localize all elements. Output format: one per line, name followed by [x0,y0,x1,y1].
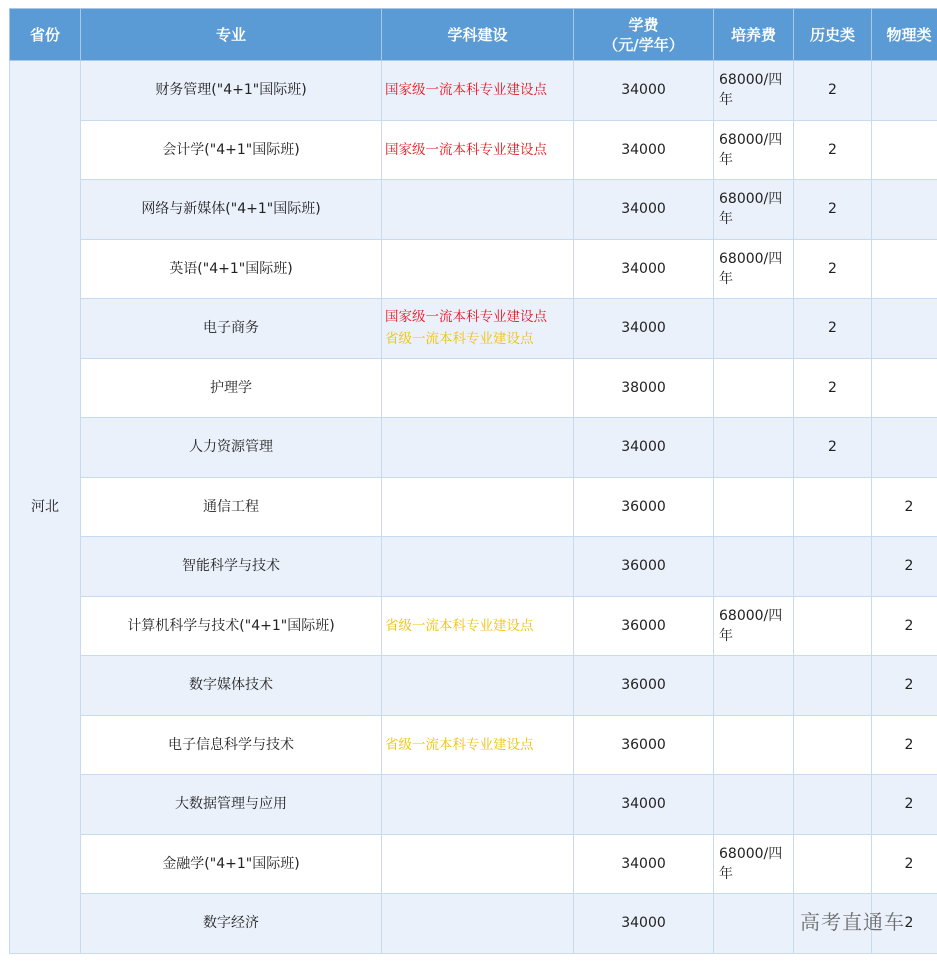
history-cell: 2 [794,299,872,359]
major-cell: 财务管理("4+1"国际班) [81,61,382,121]
physics-cell [872,358,937,418]
fee-cell: 36000 [574,537,714,597]
physics-cell [872,239,937,299]
fee-cell: 34000 [574,775,714,835]
training-fee-line2: 年 [719,627,733,644]
table-row [10,715,937,775]
national-build-label: 国家级一流本科专业建设点 [385,82,547,99]
history-cell: 2 [794,61,872,121]
history-cell [794,477,872,537]
build-cell [382,418,574,478]
training-fee-cell [714,239,794,299]
history-cell [794,775,872,835]
major-cell: 金融学("4+1"国际班) [81,834,382,894]
header-build: 学科建设 [382,9,574,61]
fee-cell: 36000 [574,715,714,775]
table-row [10,418,937,478]
table-row [10,358,937,418]
major-cell: 通信工程 [81,477,382,537]
table-row [10,656,937,716]
fee-cell: 36000 [574,656,714,716]
header-fee-line2: （元/学年） [603,35,684,54]
physics-cell: 2 [872,715,937,775]
physics-cell: 2 [872,894,937,954]
build-cell [382,537,574,597]
national-build-label: 国家级一流本科专业建设点 [385,141,547,158]
history-cell: 2 [794,358,872,418]
training-fee-cell [714,834,794,894]
training-fee-cell [714,180,794,240]
major-cell: 英语("4+1"国际班) [81,239,382,299]
history-cell [794,596,872,656]
header-fee [574,9,714,61]
header-fee-line1: 学费 [628,15,659,34]
header-physics: 物理类 [872,9,937,61]
history-cell: 2 [794,418,872,478]
table-row [10,477,937,537]
physics-cell [872,180,937,240]
training-fee-line1: 68000/四 [719,72,783,89]
fee-cell: 36000 [574,477,714,537]
fee-cell: 34000 [574,61,714,121]
history-cell: 2 [794,180,872,240]
training-fee-cell [714,358,794,418]
national-build-label: 国家级一流本科专业建设点 [385,309,547,326]
training-fee-cell [714,775,794,835]
table-row [10,239,937,299]
header-province: 省份 [10,9,81,61]
table-row [10,775,937,835]
training-fee-cell [714,596,794,656]
training-fee-cell [714,477,794,537]
province-cell: 河北 [10,61,81,954]
provincial-build-label: 省级一流本科专业建设点 [385,736,534,753]
training-fee-cell [714,418,794,478]
build-cell [382,834,574,894]
header-major: 专业 [81,9,382,61]
build-cell [382,775,574,835]
major-cell: 计算机科学与技术("4+1"国际班) [81,596,382,656]
build-cell [382,299,574,359]
header-row [10,9,937,61]
table-row [10,299,937,359]
major-cell: 会计学("4+1"国际班) [81,120,382,180]
fee-cell: 34000 [574,299,714,359]
fee-cell: 34000 [574,834,714,894]
history-cell [794,715,872,775]
physics-cell [872,418,937,478]
physics-cell: 2 [872,656,937,716]
training-fee-cell [714,715,794,775]
fee-cell: 36000 [574,596,714,656]
build-cell [382,239,574,299]
training-fee-cell [714,120,794,180]
build-cell [382,894,574,954]
physics-cell: 2 [872,537,937,597]
history-cell [794,537,872,597]
physics-cell: 2 [872,834,937,894]
major-cell: 数字媒体技术 [81,656,382,716]
physics-cell: 2 [872,775,937,835]
training-fee-line1: 68000/四 [719,845,783,862]
table-row [10,180,937,240]
major-cell: 智能科学与技术 [81,537,382,597]
history-cell: 2 [794,120,872,180]
history-cell [794,834,872,894]
admission-table [9,8,937,954]
training-fee-cell [714,61,794,121]
major-cell: 电子商务 [81,299,382,359]
training-fee-line2: 年 [719,270,733,287]
training-fee-line2: 年 [719,151,733,168]
training-fee-line1: 68000/四 [719,131,783,148]
build-cell [382,656,574,716]
fee-cell: 34000 [574,239,714,299]
build-cell [382,715,574,775]
physics-cell [872,299,937,359]
major-cell: 人力资源管理 [81,418,382,478]
build-cell [382,61,574,121]
major-cell: 护理学 [81,358,382,418]
provincial-build-label: 省级一流本科专业建设点 [385,331,534,348]
training-fee-line1: 68000/四 [719,250,783,267]
physics-cell [872,120,937,180]
build-cell [382,477,574,537]
fee-cell: 34000 [574,120,714,180]
table-row [10,120,937,180]
major-cell: 电子信息科学与技术 [81,715,382,775]
major-cell: 数字经济 [81,894,382,954]
build-cell [382,120,574,180]
table-row [10,894,937,954]
physics-cell [872,61,937,121]
table-row [10,834,937,894]
fee-cell: 34000 [574,180,714,240]
build-cell [382,180,574,240]
fee-cell: 34000 [574,894,714,954]
training-fee-line1: 68000/四 [719,191,783,208]
history-cell [794,656,872,716]
history-cell: 2 [794,239,872,299]
provincial-build-label: 省级一流本科专业建设点 [385,617,534,634]
fee-cell: 34000 [574,418,714,478]
table-row [10,596,937,656]
training-fee-cell [714,537,794,597]
training-fee-line2: 年 [719,92,733,109]
training-fee-cell [714,656,794,716]
table-row [10,537,937,597]
training-fee-line2: 年 [719,865,733,882]
build-cell [382,596,574,656]
physics-cell: 2 [872,477,937,537]
major-cell: 网络与新媒体("4+1"国际班) [81,180,382,240]
training-fee-line2: 年 [719,211,733,228]
major-cell: 大数据管理与应用 [81,775,382,835]
header-training: 培养费 [714,9,794,61]
fee-cell: 38000 [574,358,714,418]
table-body [10,61,937,954]
table-row [10,61,937,121]
training-fee-line1: 68000/四 [719,607,783,624]
build-cell [382,358,574,418]
header-history: 历史类 [794,9,872,61]
physics-cell: 2 [872,596,937,656]
training-fee-cell [714,894,794,954]
watermark: 高考直通车 [800,910,905,934]
training-fee-cell [714,299,794,359]
